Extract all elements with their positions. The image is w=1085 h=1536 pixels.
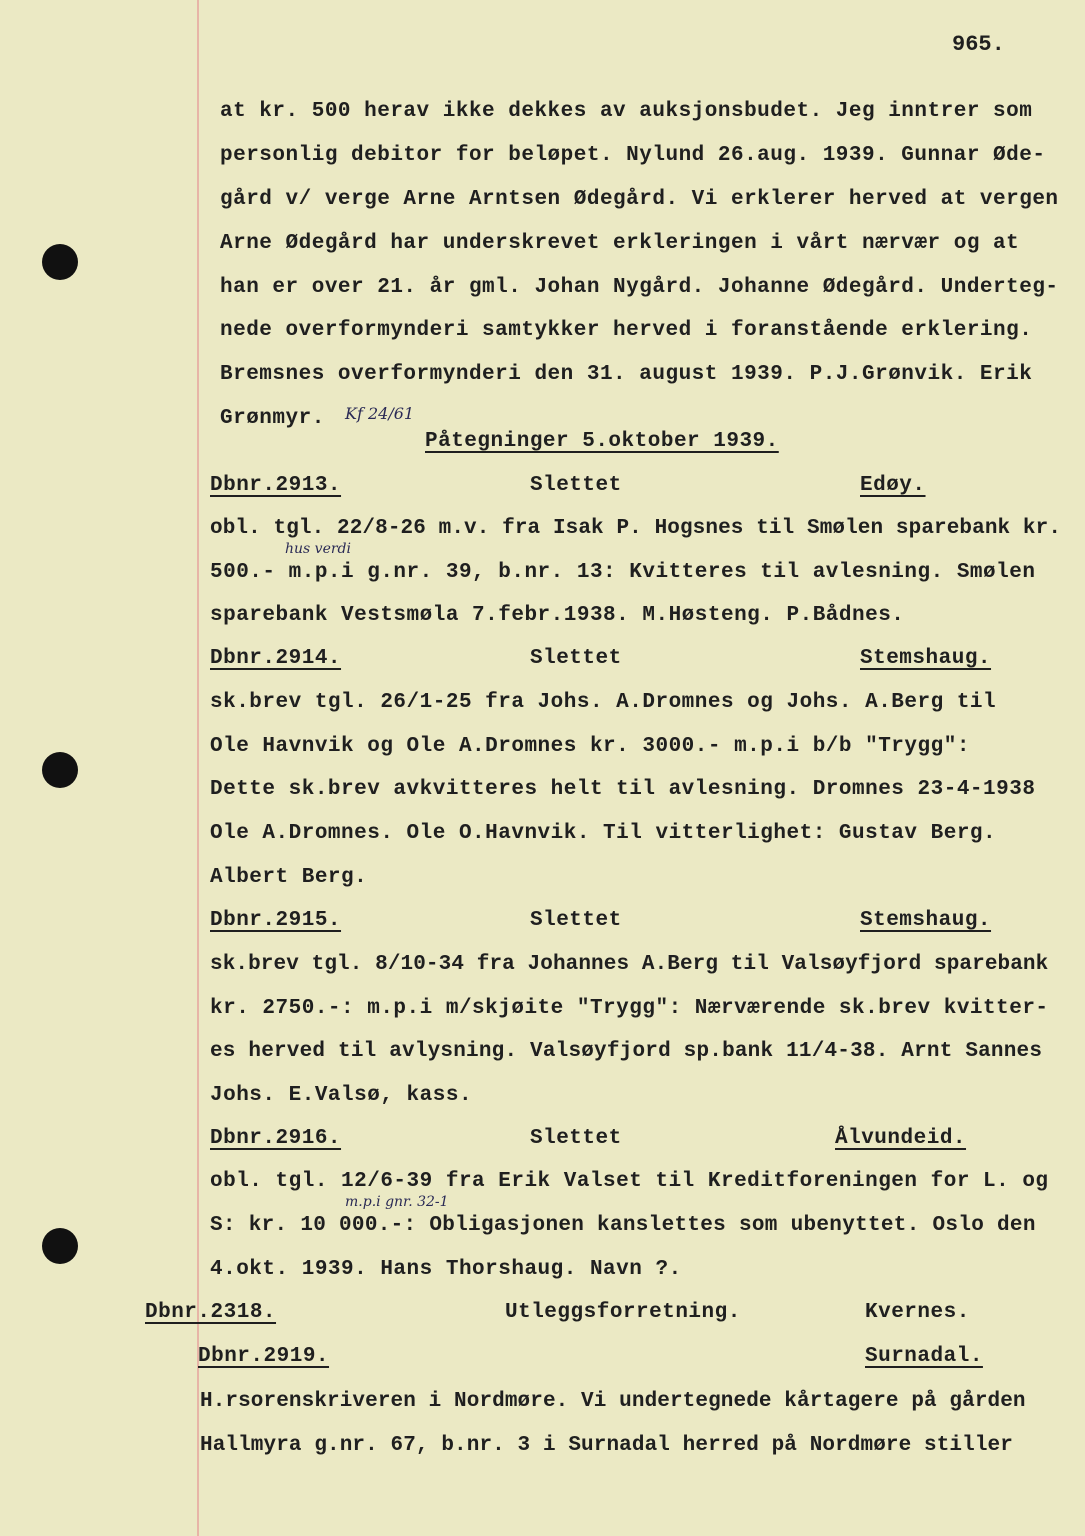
entry-dbnr: Dbnr.2914. — [210, 647, 342, 670]
entry-dbnr: Dbnr.2913. — [210, 474, 342, 497]
section-title: Påtegninger 5.oktober 1939. — [425, 430, 779, 453]
punch-hole — [42, 1228, 78, 1264]
body-line: Bremsnes overformynderi den 31. august 1939. P.J.Grønvik. Erik — [220, 363, 1033, 386]
entry-line: es herved til avlysning. Valsøyfjord sp.bank 11/4-38. Arnt Sannes — [210, 1040, 1043, 1063]
entry-line: obl. tgl. 22/8-26 m.v. fra Isak P. Hogsnes til Smølen sparebank kr. — [210, 517, 1062, 540]
entry-dbnr: Dbnr.2915. — [210, 909, 342, 932]
handwritten-note: hus verdi — [285, 541, 351, 557]
entry-line: sk.brev tgl. 26/1-25 fra Johs. A.Dromnes og Johs. A.Berg til — [210, 691, 997, 714]
punch-hole — [42, 244, 78, 280]
entry-dbnr: Dbnr.2919. — [198, 1345, 330, 1368]
entry-line: sk.brev tgl. 8/10-34 fra Johannes A.Berg til Valsøyfjord sparebank — [210, 953, 1049, 976]
entry-place: Surnadal. — [865, 1345, 983, 1368]
entry-dbnr: Dbnr.2916. — [210, 1127, 342, 1150]
entry-line: sparebank Vestsmøla 7.febr.1938. M.Høsteng. P.Bådnes. — [210, 604, 905, 627]
entry-place: Ålvundeid. — [835, 1127, 967, 1150]
entry-place: Stemshaug. — [860, 647, 992, 670]
body-line: nede overformynderi samtykker herved i foranstående erklering. — [220, 319, 1033, 342]
body-line: han er over 21. år gml. Johan Nygård. Johanne Ødegård. Underteg- — [220, 276, 1059, 299]
entry-line: H.rsorenskriveren i Nordmøre. Vi undertegnede kårtagere på gården — [200, 1390, 1026, 1413]
body-line: personlig debitor for beløpet. Nylund 26.aug. 1939. Gunnar Øde- — [220, 144, 1046, 167]
entry-place: Stemshaug. — [860, 909, 992, 932]
entry-action: Slettet — [530, 1127, 622, 1150]
entry-line: Hallmyra g.nr. 67, b.nr. 3 i Surnadal herred på Nordmøre stiller — [200, 1434, 1013, 1457]
body-line: Grønmyr. — [220, 407, 325, 430]
entry-action: Slettet — [530, 647, 622, 670]
handwritten-initials: Kf 24/61 — [345, 404, 415, 423]
entry-line: 500.- m.p.i g.nr. 39, b.nr. 13: Kvitteres til avlesning. Smølen — [210, 561, 1036, 584]
entry-line: S: kr. 10 000.-: Obligasjonen kanslettes som ubenyttet. Oslo den — [210, 1214, 1036, 1237]
body-line: gård v/ verge Arne Arntsen Ødegård. Vi erklerer herved at vergen — [220, 188, 1059, 211]
entry-place: Kvernes. — [865, 1301, 970, 1324]
body-line: Arne Ødegård har underskrevet erkleringen i vårt nærvær og at — [220, 232, 1020, 255]
entry-place: Edøy. — [860, 474, 926, 497]
entry-line: kr. 2750.-: m.p.i m/skjøite "Trygg": Nærværende sk.brev kvitter- — [210, 997, 1049, 1020]
entry-line: Dette sk.brev avkvitteres helt til avlesning. Dromnes 23-4-1938 — [210, 778, 1036, 801]
entry-action: Utleggsforretning. — [505, 1301, 741, 1324]
page-number: 965. — [952, 32, 1005, 57]
entry-line: Albert Berg. — [210, 866, 368, 889]
entry-action: Slettet — [530, 474, 622, 497]
punch-hole — [42, 752, 78, 788]
body-line: at kr. 500 herav ikke dekkes av auksjonsbudet. Jeg inntrer som — [220, 100, 1033, 123]
entry-action: Slettet — [530, 909, 622, 932]
entry-dbnr: Dbnr.2318. — [145, 1301, 277, 1324]
entry-line: obl. tgl. 12/6-39 fra Erik Valset til Kreditforeningen for L. og — [210, 1170, 1049, 1193]
entry-line: Ole A.Dromnes. Ole O.Havnvik. Til vitterlighet: Gustav Berg. — [210, 822, 997, 845]
entry-line: 4.okt. 1939. Hans Thorshaug. Navn ?. — [210, 1258, 682, 1281]
entry-line: Ole Havnvik og Ole A.Dromnes kr. 3000.- m.p.i b/b "Trygg": — [210, 735, 970, 758]
handwritten-note: m.p.i gnr. 32-1 — [345, 1194, 449, 1210]
entry-line: Johs. E.Valsø, kass. — [210, 1084, 473, 1107]
